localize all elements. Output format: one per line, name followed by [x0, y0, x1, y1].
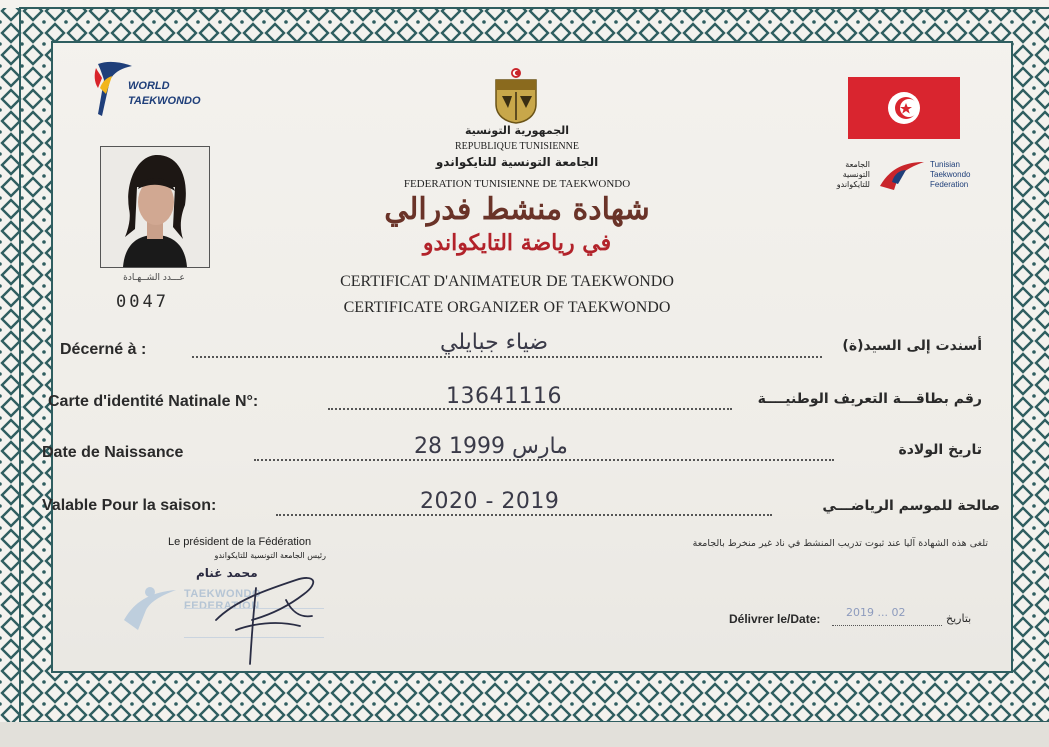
- en-certificate-title: CERTIFICATE ORGANIZER OF TAEKWONDO: [343, 299, 671, 316]
- signatory-name: محمد غنام: [196, 566, 258, 580]
- delivered-dotted-line: [832, 625, 942, 626]
- federation-ar-line1: الجامعة: [845, 160, 870, 169]
- tunisia-flag-icon: [848, 77, 960, 139]
- season-dotted-line: [276, 514, 772, 516]
- stamp-kicker-icon: [120, 580, 180, 634]
- president-signature-icon: [196, 560, 336, 670]
- president-label-ar: رئيس الجامعة التونسية للتايكواندو: [214, 551, 326, 560]
- fr-certificate-title: CERTIFICAT D'ANIMATEUR DE TAEKWONDO: [340, 273, 674, 290]
- birth-label-ar: تاريخ الولادة: [898, 442, 982, 458]
- delivered-value: 2019 ... 02: [846, 606, 906, 619]
- tunisia-coat-of-arms-icon: [488, 66, 544, 124]
- tunisian-federation-logo: [820, 158, 980, 198]
- world-taekwondo-line1: WORLD: [128, 80, 170, 92]
- validity-note-ar: تلغى هذه الشهادة آليا عند ثبوت تدريب المنشط في ناد غير منخرط بالجامعة: [692, 538, 988, 549]
- id-value: 13641116: [446, 384, 562, 409]
- federation-ar-line3: للتايكواندو: [836, 180, 870, 189]
- awarded-dotted-line: [192, 356, 822, 358]
- certificate-number: 0047: [116, 292, 169, 312]
- id-label-fr: Carte d'identité Natinale N°:: [48, 393, 259, 410]
- stamp-text: TAEKWONDO FEDERATION: [184, 588, 262, 612]
- awarded-label-fr: Décerné à :: [60, 341, 147, 358]
- fr-republic: REPUBLIQUE TUNISIENNE: [455, 141, 579, 152]
- portrait-photo-icon: [101, 147, 209, 267]
- federation-ar-line2: التونسية: [842, 170, 870, 179]
- season-label-ar: صالحة للموسم الرياضـــي: [822, 498, 1000, 514]
- fr-federation: FEDERATION TUNISIENNE DE TAEKWONDO: [403, 178, 631, 190]
- certificate-number-label: عـــدد الشــهـادة: [123, 273, 185, 283]
- birth-dotted-line: [254, 459, 834, 461]
- awarded-value: ضياء جبايلي: [440, 330, 549, 355]
- id-label-ar: رقم بطاقـــة التعريف الوطنيــــة: [757, 391, 982, 407]
- season-label-fr: Valable Pour la saison:: [42, 497, 217, 514]
- federation-en-line3: Federation: [930, 180, 969, 189]
- federation-kicker-icon: [876, 158, 928, 194]
- delivered-label-fr: Délivrer le/Date:: [729, 612, 821, 626]
- birth-value: 28 مارس 1999: [414, 434, 568, 459]
- ar-certificate-title: شهادة منشط فدرالي: [384, 192, 650, 227]
- ar-republic: الجمهورية التونسية: [464, 124, 570, 137]
- awarded-label-ar: أسندت إلى السيد(ة): [842, 338, 982, 354]
- holder-photo: [100, 146, 210, 268]
- federation-en-line2: Taekwondo: [930, 170, 971, 179]
- world-taekwondo-line2: TAEKWONDO: [128, 95, 201, 107]
- birth-label-fr: Date de Naissance: [42, 444, 184, 461]
- ar-certificate-subtitle: في رياضة التايكواندو: [422, 230, 612, 256]
- delivered-label-ar: بتاريخ: [946, 612, 972, 625]
- season-value: 2020 - 2019: [420, 489, 560, 514]
- ar-federation: الجامعة التونسية للتايكواندو: [435, 155, 599, 169]
- federation-en-line1: Tunisian: [930, 160, 960, 169]
- president-label-fr: Le président de la Fédération: [168, 536, 312, 548]
- world-taekwondo-logo: [92, 58, 222, 124]
